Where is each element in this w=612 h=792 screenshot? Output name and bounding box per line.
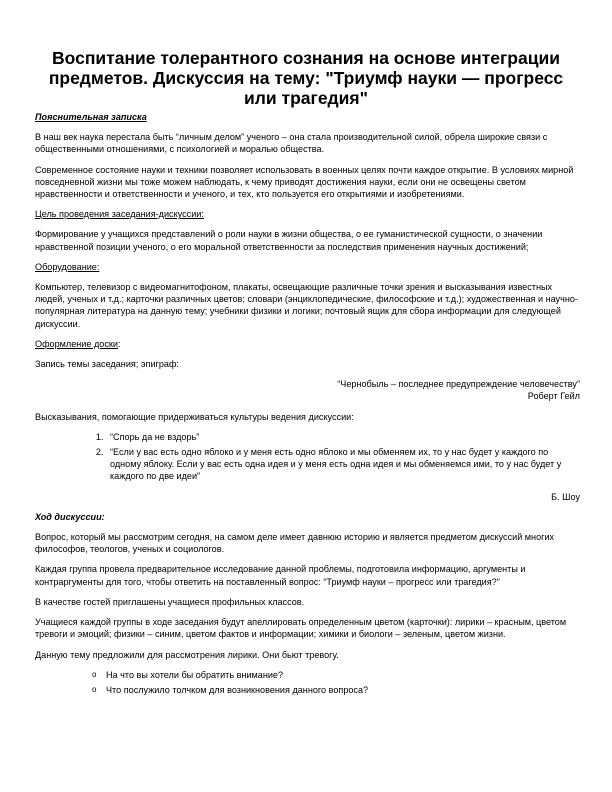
bullet-icon: o: [92, 684, 97, 694]
questions-list: [35, 669, 580, 696]
intro-heading: Пояснительная записка: [35, 112, 147, 122]
course-paragraph-3: В качестве гостей приглашены учащиеся профильных классов.: [35, 596, 305, 607]
rules-list: [35, 431, 580, 483]
list-item: [92, 669, 580, 681]
bullet-icon: o: [92, 669, 97, 679]
epigraph: “Чернобыль – последнее предупреждение человечеству”: [337, 379, 580, 390]
course-paragraph-5: Данную тему предложили для рассмотрения лирики. Они бьют тревогу.: [35, 649, 339, 660]
epigraph-author: Роберт Гейл: [527, 391, 580, 402]
board-topic-line: Запись темы заседания; эпиграф:: [35, 359, 179, 370]
course-heading: Ход дискуссии:: [35, 511, 105, 522]
list-item: [92, 684, 580, 696]
intro-paragraph-1: В наш век наука перестала быть “личным делом” ученого – она стала производительной силой, обрела широкие связи с общественными отношениями, с психологией и моралью общества.: [35, 132, 548, 155]
page-title: Воспитание толерантного сознания на основе интеграции предметов. Дискуссия на тему: "Триумф науки — прогресс или трагедия": [48, 48, 564, 108]
question-text: Что послужило толчком для возникновения данного вопроса?: [106, 684, 369, 695]
rules-intro: Высказывания, помогающие придерживаться культуры ведения дискуссии:: [35, 411, 354, 422]
board-heading: Оформление доски: [35, 338, 118, 349]
intro-paragraph-2: Современное состояние науки и техники позволяет использовать в военных целях почти каждое открытие. В условиях мирной повседневной жизни мы тоже можем наблюдать, к чему приводят достижения науки, если они не освещены светом нравственности и ответственности и ученого, и тех, кто пользуется его открытиями и изобретениями.: [35, 164, 574, 200]
course-paragraph-1: Вопрос, который мы рассмотрим сегодня, на самом деле имеет давнюю историю и является предметом дискуссий многих философов, теологов, ученых и социологов.: [35, 532, 555, 555]
equipment-text: Компьютер, телевизор с видеомагнитофоном, плакаты, освещающие различные точки зрения и высказывания известных людей, ученых и т.д.; карточки различных цветов; словари (энциклопедические, философские и т.д.); художественная и научно-популярная литература на данную тему; учебники физики и логики; почтовый ящик для сбора информации для следующей дискуссии.: [35, 282, 578, 329]
question-text: На что вы хотели бы обратить внимание?: [106, 669, 284, 680]
list-item: 1. “Спорь да не вздорь”: [106, 431, 580, 443]
goal-text: Формирование у учащихся представлений о роли науки в жизни общества, о ее гуманистической сущности, о значении нравственной позиции ученого, о его моральной ответственности за последствия применения научных достижений;: [35, 229, 543, 252]
list-item: 2. “Если у вас есть одно яблоко и у меня есть одно яблоко и мы обменяем их, то у нас будет у каждого по одному яблоку. Если у вас есть одна идея и у меня есть одна идея и мы обменяемся ими, то у нас будет у каждого по две идеи”: [106, 446, 580, 483]
equipment-heading: Оборудование:: [35, 261, 100, 272]
rules-author: Б. Шоу: [551, 491, 580, 502]
document-body: [35, 111, 580, 699]
board-heading-colon: :: [117, 338, 121, 349]
board-heading-line: [35, 338, 580, 350]
course-paragraph-4: Учащиеся каждой группы в ходе заседания будут апеллировать определенным цветом (карточки): лирики – красным, цветом тревоги и эмоций; физики – синим, цветом фактов и информации; химики и биологи – зеленым, цветом жизни.: [35, 617, 567, 640]
goal-heading: Цель проведения заседания-дискуссии:: [35, 209, 204, 220]
course-paragraph-2: Каждая группа провела предварительное исследование данной проблемы, подготовила информацию, аргументы и контраргументы для того, чтобы ответить на поставленный вопрос: “Триумф науки – прогресс или трагедия?”: [35, 564, 526, 587]
